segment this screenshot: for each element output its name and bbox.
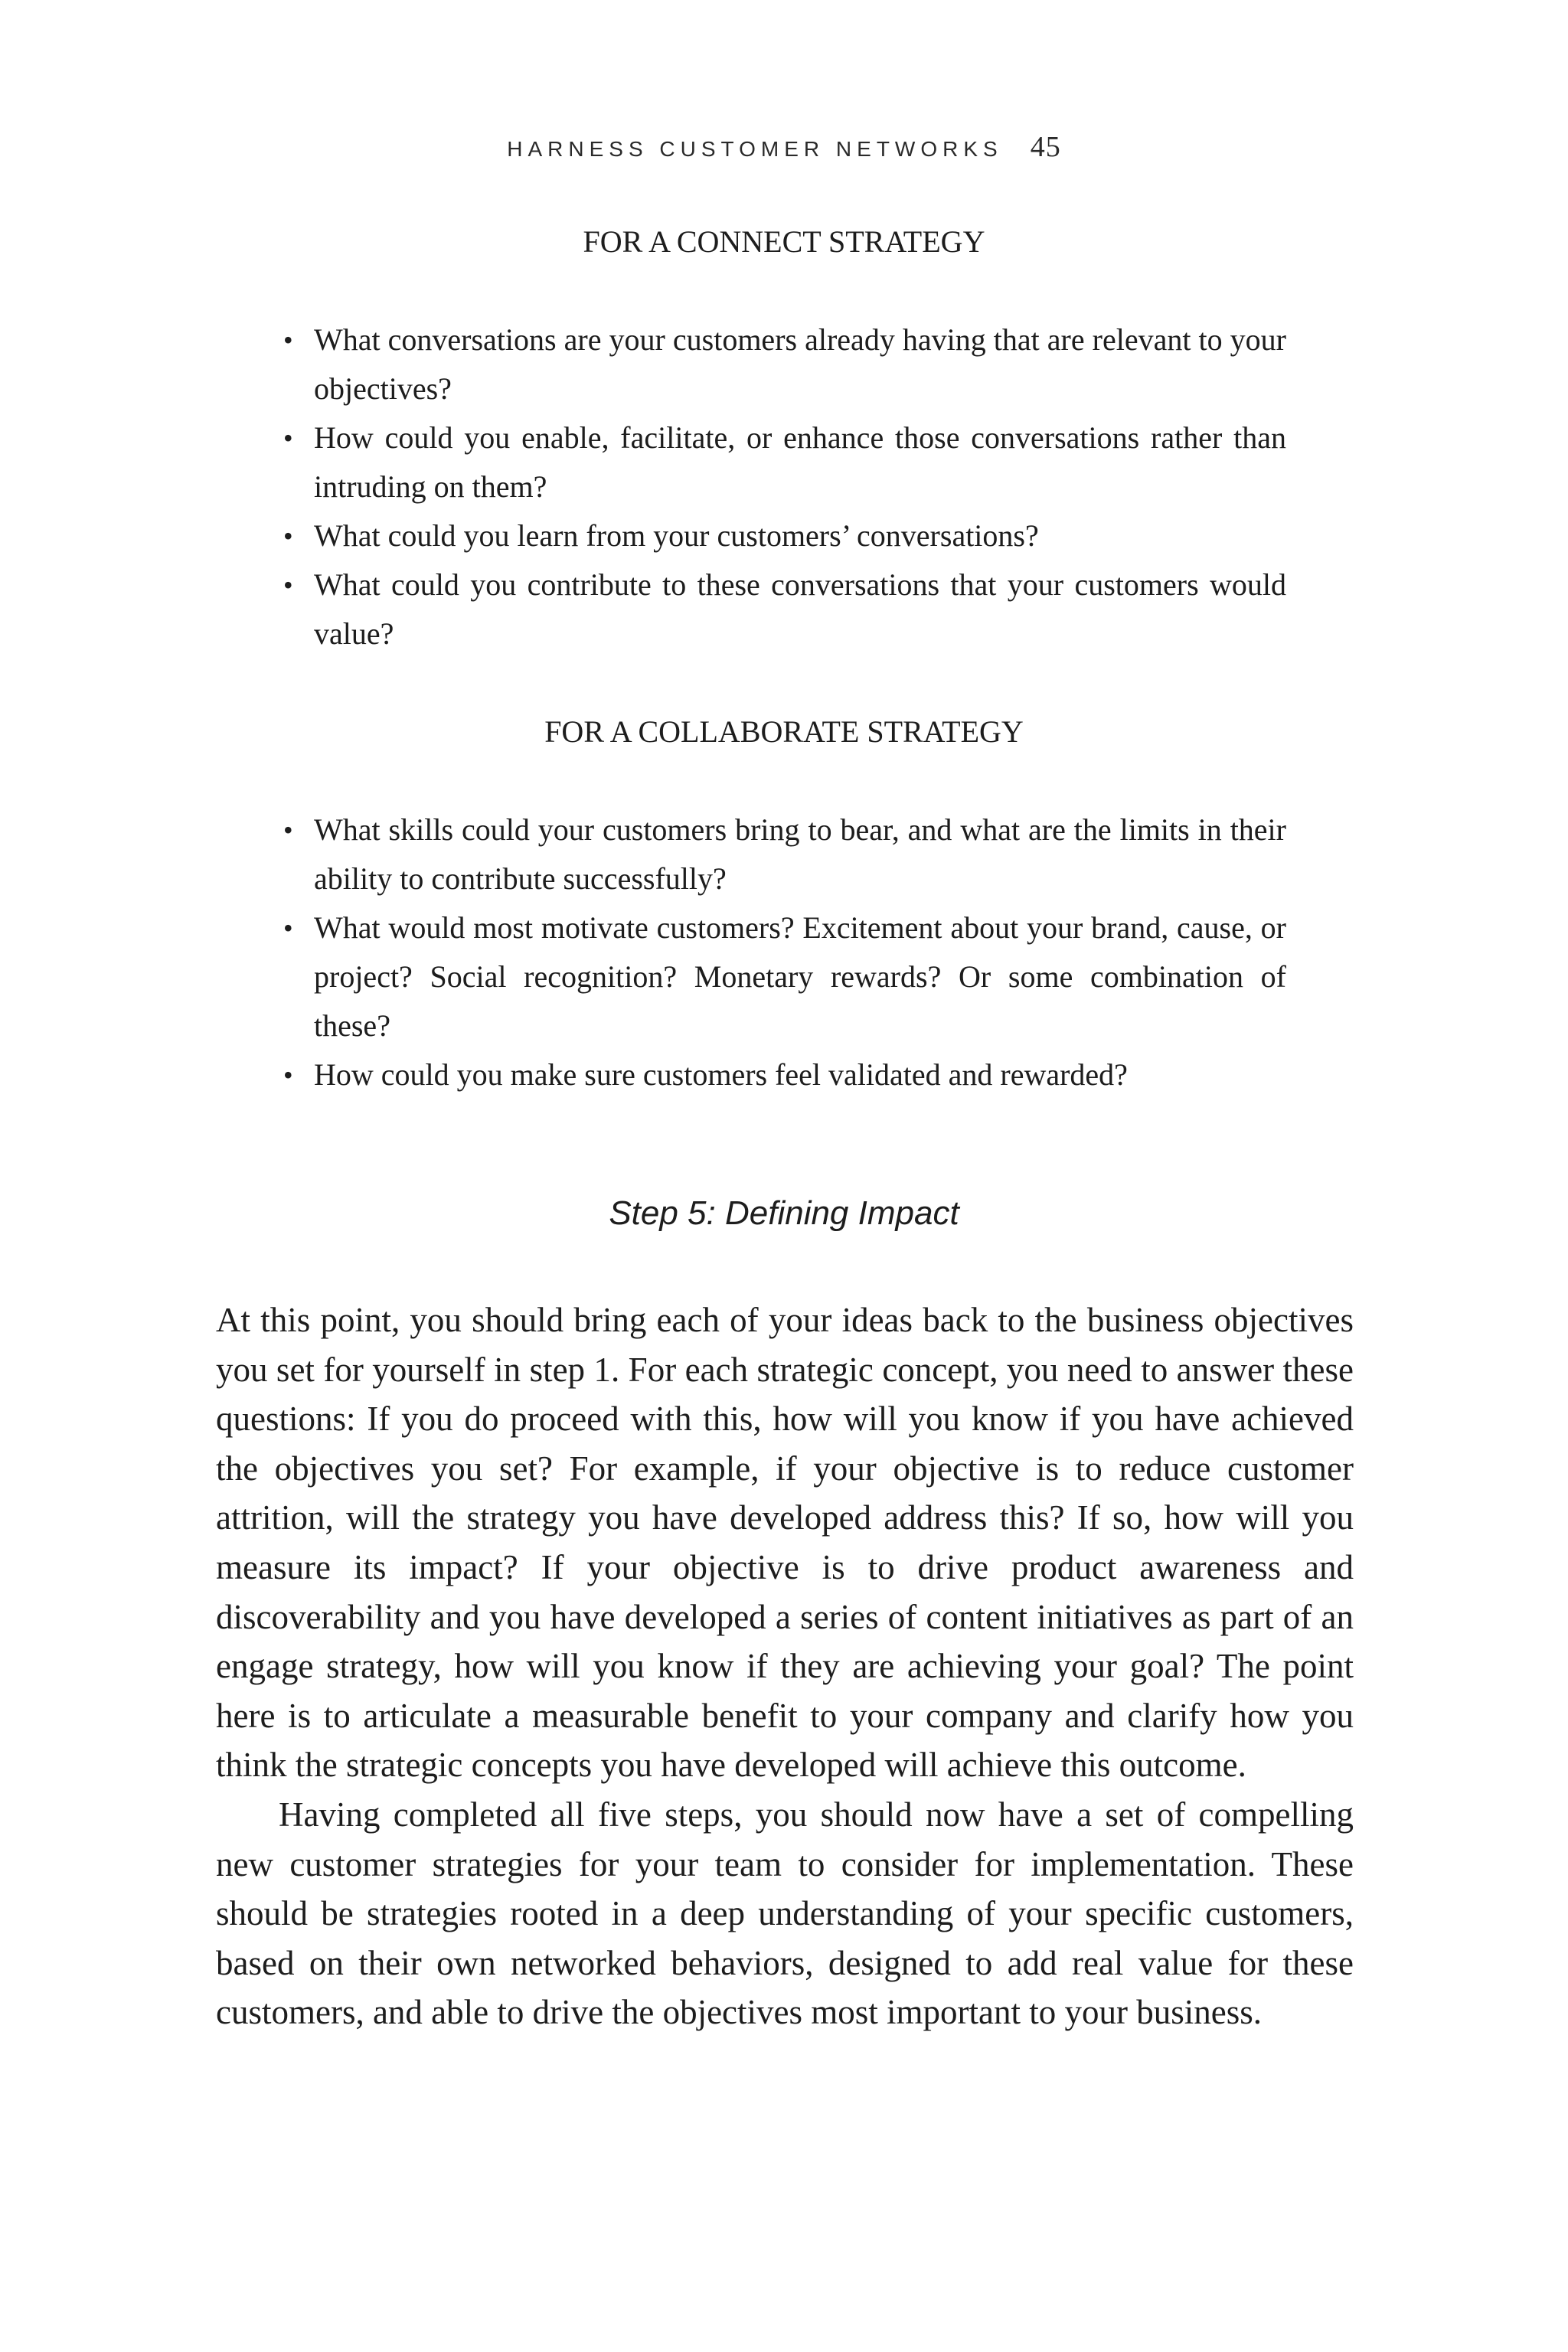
running-head [0,130,1568,164]
body-paragraph: Having completed all five steps, you should now have a set of compelling new customer strategies for your team to consider for implementation. These should be strategies rooted in a deep understanding of your specific customers, based on their own networked behaviors, designed to add real value for these customers, and able to drive the objectives most important to your business. [216,1795,1354,2032]
list-item: • What skills could your customers bring to bear, and what are the limits in their ability to contribute successfully? [283,805,1286,903]
list-item: • What could you learn from your customers’ conversations? [283,511,1286,560]
list-item: • How could you make sure customers feel validated and rewarded? [283,1050,1286,1099]
list-item: • What would most motivate customers? Excitement about your brand, cause, or project? Social recognition? Monetary rewards? Or some combination of these? [283,903,1286,1050]
running-head-title: HARNESS CUSTOMER NETWORKS [507,137,1003,161]
step-5-body [216,1295,1354,2037]
step-5-heading: Step 5: Defining Impact [609,1194,959,1232]
body-paragraph: At this point, you should bring each of your ideas back to the business objectives you set for yourself in step 1. For each strategic concept, you need to answer these questions: If you do proceed with this, how will you know if you have achieved the objectives you set? For example, if your objective is to reduce customer attrition, will the strategy you have developed address this? If so, how will you measure its impact? If your objective is to drive product awareness and discoverability and you have developed a series of content initiatives as part of an engage strategy, how will you know if they are achieving your goal? The point here is to articulate a measurable benefit to your company and clarify how you think the strategic concepts you have developed will achieve this outcome. [216,1301,1354,1785]
connect-strategy-heading: FOR A CONNECT STRATEGY [583,224,985,259]
page-number: 45 [1030,131,1061,163]
connect-question-list [283,315,1286,658]
collaborate-question-list [283,805,1286,1099]
list-item: • How could you enable, facilitate, or enhance those conversations rather than intruding on them? [283,413,1286,511]
list-item: • What conversations are your customers already having that are relevant to your objectives? [283,315,1286,413]
collaborate-strategy-heading: FOR A COLLABORATE STRATEGY [544,714,1024,749]
list-item: • What could you contribute to these conversations that your customers would value? [283,560,1286,658]
